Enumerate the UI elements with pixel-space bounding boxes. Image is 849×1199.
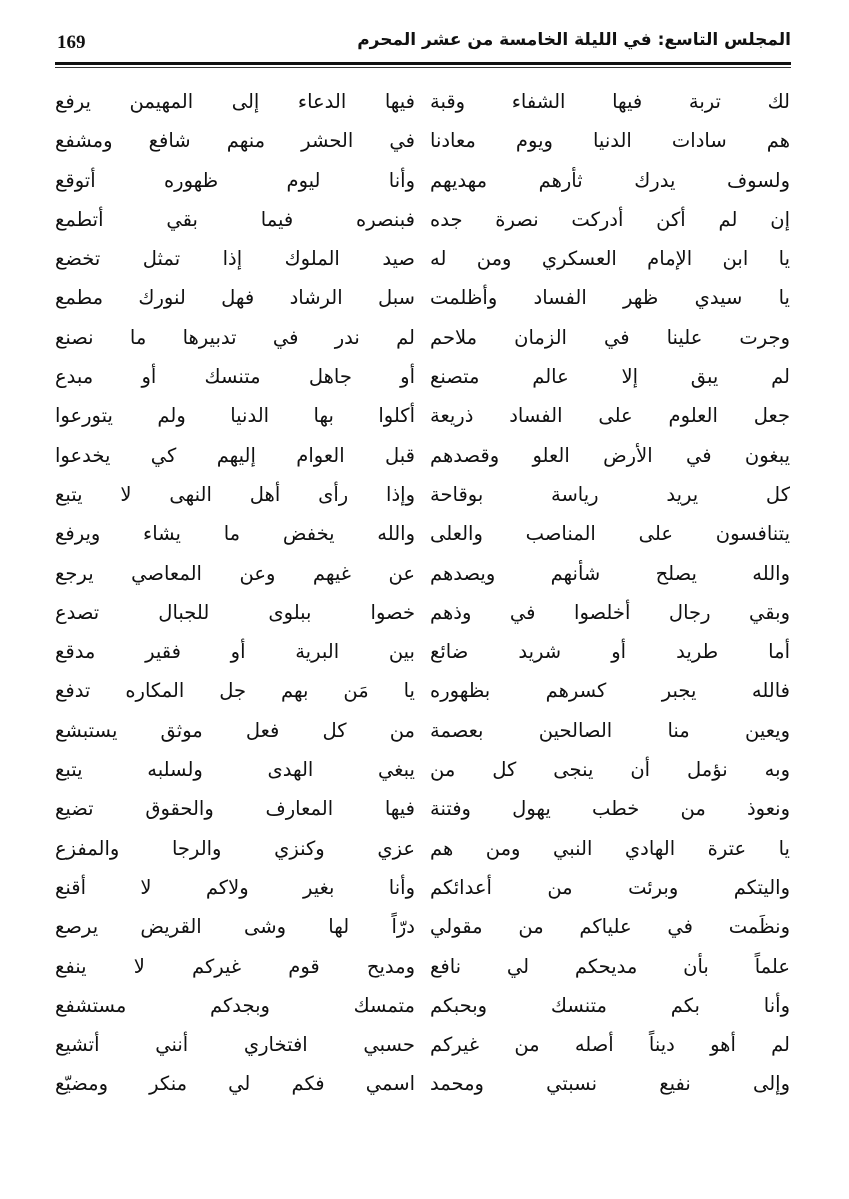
verse-first-hemistich: وبه نؤمل أن ينجى كل من — [430, 758, 790, 782]
verse-first-hemistich: ولسوف يدرك ثأرهم مهديهم — [430, 168, 790, 192]
verse-first-hemistich: يبغون في الأرض العلو وقصدهم — [430, 443, 790, 467]
verse-second-hemistich: سبل الرشاد فهل لنورك مطمع — [55, 286, 415, 310]
verse-first-hemistich: ونظَمت في علياكم من مقولي — [430, 915, 790, 939]
verse-first-hemistich: وبقي رجال أخلصوا في وذهم — [430, 600, 790, 624]
verse-second-hemistich: وأنا ليوم ظهوره أتوقع — [55, 168, 415, 192]
verse-second-hemistich: فيها الدعاء إلى المهيمن يرفع — [55, 90, 415, 113]
verse-second-hemistich: خصوا ببلوى للجبال تصدع — [55, 600, 415, 624]
verse-second-hemistich: حسبي افتخاري أنني أتشيع — [55, 1033, 415, 1057]
verse-first-hemistich: يتنافسون على المناصب والعلى — [430, 522, 790, 546]
verse-second-hemistich: بين البرية أو فقير مدقع — [55, 640, 415, 664]
running-title: المجلس التاسع: في الليلة الخامسة من عشر المحرم — [357, 30, 791, 50]
verse-first-hemistich: وجرت علينا في الزمان ملاحم — [430, 325, 790, 349]
verse-second-hemistich: متمسك وبجدكم مستشفع — [55, 993, 415, 1017]
verse-first-hemistich: واليتكم وبرئت من أعدائكم — [430, 875, 790, 899]
verse-first-hemistich: ونعوذ من خطب يهول وفتنة — [430, 797, 790, 821]
verse-second-hemistich: صيد الملوك إذا تمثل تخضع — [55, 247, 415, 271]
verse-first-hemistich: جعل العلوم على الفساد ذريعة — [430, 404, 790, 428]
verse-first-hemistich: علماً بأن مديحكم لي نافع — [430, 954, 790, 978]
verse-second-hemistich: من كل فعل موثق يستبشع — [55, 718, 415, 742]
verse-second-hemistich: ومديح قوم غيركم لا ينفع — [55, 954, 415, 978]
verse-first-hemistich: إن لم أكن أدركت نصرة جده — [430, 207, 790, 231]
verse-first-hemistich: هم سادات الدنيا ويوم معادنا — [430, 129, 790, 153]
verse-second-hemistich: اسمي فكم لي منكر ومضيّع — [55, 1072, 415, 1096]
verse-second-hemistich: والله يخفض ما يشاء ويرفع — [55, 522, 415, 546]
verse-second-hemistich: في الحشر منهم شافع ومشفع — [55, 129, 415, 153]
verse-first-hemistich: ويعين منا الصالحين بعصمة — [430, 718, 790, 742]
verse-first-hemistich: يا عترة الهادي النبي ومن هم — [430, 836, 790, 860]
verse-second-hemistich: فيها المعارف والحقوق تضيع — [55, 797, 415, 821]
verse-second-hemistich: أو جاهل متنسك أو مبدع — [55, 365, 415, 389]
header-rule-thin — [55, 67, 791, 68]
verse-first-hemistich: لم يبق إلا عالم متصنع — [430, 365, 790, 389]
verse-second-hemistich: وأنا بغير ولاكم لا أقنع — [55, 875, 415, 899]
page-header — [55, 30, 791, 58]
verse-second-hemistich: يبغي الهدى ولسلبه يتبع — [55, 758, 415, 782]
verse-second-hemistich: لم ندر في تدبيرها ما نصنع — [55, 325, 415, 349]
verse-first-hemistich: لم أهو ديناً أصله من غيركم — [430, 1033, 790, 1057]
verse-first-hemistich: لك تربة فيها الشفاء وقبة — [430, 90, 790, 113]
verse-first-hemistich: فالله يجبر كسرهم بظهوره — [430, 679, 790, 703]
verse-second-hemistich: عن غيهم وعن المعاصي يرجع — [55, 561, 415, 585]
verse-second-hemistich: عزي وكنزي والرجا والمفزع — [55, 836, 415, 860]
verse-first-hemistich: وإلى نفيع نسبتي ومحمد — [430, 1072, 790, 1096]
page-number: 169 — [57, 32, 86, 53]
verse-first-hemistich: كل يريد رياسة بوقاحة — [430, 482, 790, 506]
header-rule — [55, 62, 791, 65]
verse-first-hemistich: أما طريد أو شريد ضائع — [430, 640, 790, 664]
second-hemistich-column — [55, 82, 415, 1104]
verse-second-hemistich: قبل العوام إليهم كي يخدعوا — [55, 443, 415, 467]
verse-second-hemistich: أكلوا بها الدنيا ولم يتورعوا — [55, 404, 415, 428]
verse-second-hemistich: وإذا رأى أهل النهى لا يتبع — [55, 482, 415, 506]
first-hemistich-column — [430, 82, 790, 1104]
verse-second-hemistich: فبنصره فيما بقي أتطمع — [55, 207, 415, 231]
verse-first-hemistich: والله يصلح شأنهم ويصدهم — [430, 561, 790, 585]
verse-first-hemistich: يا سيدي ظهر الفساد وأظلمت — [430, 286, 790, 310]
verse-first-hemistich: وأنا بكم متنسك وبحبكم — [430, 993, 790, 1017]
verse-second-hemistich: درّاً لها وشى القريض يرصع — [55, 915, 415, 939]
verse-first-hemistich: يا ابن الإمام العسكري ومن له — [430, 247, 790, 271]
verse-second-hemistich: يا مَن بهم جل المكاره تدفع — [55, 679, 415, 703]
